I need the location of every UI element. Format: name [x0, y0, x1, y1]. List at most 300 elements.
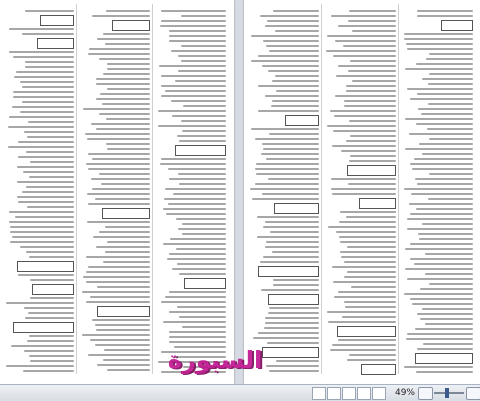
text-line — [263, 40, 319, 42]
text-line — [83, 108, 150, 110]
text-line — [268, 312, 319, 314]
text-line — [266, 45, 319, 47]
text-line — [179, 183, 226, 185]
text-line — [163, 243, 226, 245]
text-line — [101, 183, 150, 185]
text-line — [338, 25, 396, 27]
text-line — [91, 123, 150, 125]
text-line — [103, 33, 150, 35]
text-line — [86, 256, 150, 258]
text-line — [173, 193, 226, 195]
text-line — [415, 328, 473, 330]
text-line — [179, 273, 226, 275]
text-line — [176, 248, 226, 250]
text-line — [96, 329, 150, 331]
text-line — [429, 138, 473, 140]
text-line — [96, 98, 150, 100]
text-line — [88, 266, 150, 268]
text-line — [335, 40, 396, 42]
text-line — [418, 233, 473, 235]
text-line — [251, 35, 319, 37]
text-line — [252, 198, 319, 200]
text-line — [339, 221, 396, 223]
text-line — [161, 95, 226, 97]
text-line — [272, 100, 319, 102]
text-line — [251, 60, 319, 62]
text-line — [23, 370, 74, 372]
text-line — [182, 233, 226, 235]
section-heading-box — [274, 203, 319, 214]
text-line — [262, 193, 319, 195]
text-line — [262, 143, 319, 145]
text-line — [272, 251, 319, 253]
text-line — [336, 75, 396, 77]
text-line — [417, 10, 473, 12]
text-line — [165, 188, 226, 190]
text-line — [169, 311, 226, 313]
text-line — [344, 261, 396, 263]
text-line — [331, 15, 396, 17]
text-line — [89, 48, 150, 50]
text-line — [100, 93, 150, 95]
zoom-out-icon[interactable] — [418, 387, 433, 400]
text-line — [86, 163, 150, 165]
text-line — [342, 316, 396, 318]
section-heading-box — [40, 15, 74, 26]
text-line — [24, 350, 74, 352]
text-line — [25, 10, 74, 12]
text-column — [80, 4, 153, 374]
text-line — [341, 256, 396, 258]
section-heading-box — [13, 322, 74, 333]
text-line — [414, 263, 473, 265]
text-line — [250, 188, 319, 190]
text-line — [270, 231, 319, 233]
text-line — [106, 10, 150, 12]
text-line — [422, 78, 473, 80]
text-line — [272, 80, 319, 82]
text-line — [429, 173, 473, 175]
text-line — [169, 331, 226, 333]
text-line — [351, 286, 396, 288]
text-line — [257, 236, 319, 238]
text-line — [175, 80, 226, 82]
text-line — [263, 226, 319, 228]
text-line — [421, 113, 473, 115]
text-line — [265, 95, 319, 97]
text-line — [92, 158, 150, 160]
text-line — [18, 141, 74, 143]
text-line — [348, 183, 396, 185]
text-line — [331, 178, 396, 180]
text-line — [419, 143, 473, 145]
text-line — [10, 231, 74, 233]
text-line — [429, 73, 473, 75]
zoom-slider-thumb[interactable] — [445, 388, 449, 398]
text-line — [181, 45, 226, 47]
text-column — [156, 4, 228, 374]
text-line — [9, 28, 74, 30]
text-line — [338, 65, 396, 67]
text-line — [410, 298, 473, 300]
text-line — [415, 178, 473, 180]
text-line — [427, 128, 473, 130]
text-line — [251, 128, 319, 130]
text-line — [172, 268, 226, 270]
text-line — [27, 340, 74, 342]
text-line — [25, 317, 74, 319]
text-line — [335, 95, 396, 97]
text-line — [96, 83, 150, 85]
text-line — [168, 168, 226, 170]
text-line — [350, 135, 396, 137]
text-line — [182, 223, 226, 225]
text-line — [90, 296, 150, 298]
text-line — [97, 286, 150, 288]
text-column — [4, 4, 77, 374]
text-line — [24, 307, 74, 309]
text-line — [103, 73, 150, 75]
text-line — [340, 241, 396, 243]
text-line — [407, 218, 473, 220]
text-line — [92, 319, 150, 321]
text-line — [86, 301, 150, 303]
text-line — [410, 98, 473, 100]
text-line — [345, 306, 396, 308]
section-heading-box — [268, 294, 319, 305]
text-line — [349, 120, 396, 122]
text-line — [93, 236, 150, 238]
text-line — [10, 241, 74, 243]
text-line — [339, 236, 396, 238]
text-line — [12, 106, 74, 108]
text-line — [346, 90, 396, 92]
text-line — [410, 258, 473, 260]
text-line — [260, 15, 319, 17]
text-line — [99, 113, 150, 115]
text-line — [181, 60, 226, 62]
outline-icon[interactable] — [357, 387, 371, 400]
text-line — [344, 301, 396, 303]
web-layout-icon[interactable] — [342, 387, 356, 400]
zoom-in-icon[interactable] — [466, 387, 480, 400]
text-line — [261, 289, 319, 291]
status-bar — [0, 384, 480, 401]
section-heading-box — [102, 208, 150, 219]
text-line — [82, 291, 150, 293]
text-line — [267, 20, 319, 22]
text-line — [405, 118, 473, 120]
text-line — [268, 178, 319, 180]
text-line — [347, 359, 396, 361]
text-line — [26, 151, 74, 153]
text-line — [92, 188, 150, 190]
text-line — [338, 291, 396, 293]
text-line — [107, 148, 150, 150]
text-line — [83, 276, 150, 278]
text-line — [102, 103, 150, 105]
text-line — [419, 238, 473, 240]
text-line — [106, 143, 150, 145]
text-line — [96, 246, 150, 248]
text-line — [165, 90, 226, 92]
text-line — [420, 318, 473, 320]
text-line — [266, 241, 319, 243]
text-line — [404, 293, 473, 295]
text-line — [429, 53, 473, 55]
text-line — [99, 58, 150, 60]
text-line — [265, 25, 319, 27]
text-line — [405, 268, 473, 270]
full-screen-icon[interactable] — [327, 387, 341, 400]
text-line — [15, 216, 74, 218]
text-line — [405, 68, 473, 70]
text-line — [255, 138, 319, 140]
text-line — [410, 213, 473, 215]
text-line — [332, 193, 396, 195]
text-line — [163, 208, 226, 210]
text-line — [169, 253, 226, 255]
text-line — [265, 246, 319, 248]
text-line — [27, 136, 74, 138]
text-line — [161, 85, 226, 87]
text-line — [425, 323, 473, 325]
text-line — [258, 55, 319, 57]
text-line — [24, 131, 74, 133]
text-line — [30, 279, 74, 281]
text-line — [407, 278, 473, 280]
text-line — [29, 256, 74, 258]
text-line — [349, 10, 396, 12]
text-line — [428, 198, 473, 200]
text-line — [105, 43, 150, 45]
text-line — [105, 251, 150, 253]
text-line — [407, 88, 473, 90]
section-heading-box — [97, 306, 150, 317]
text-line — [90, 339, 150, 341]
section-heading-box — [285, 115, 319, 126]
text-line — [107, 88, 150, 90]
text-line — [273, 10, 319, 12]
text-line — [168, 203, 226, 205]
text-line — [25, 66, 74, 68]
section-heading-box — [184, 278, 226, 289]
text-line — [8, 126, 74, 128]
text-column — [325, 4, 399, 374]
draft-icon[interactable] — [372, 387, 386, 400]
text-line — [417, 348, 473, 350]
text-line — [92, 15, 150, 17]
text-line — [418, 108, 473, 110]
text-line — [181, 120, 226, 122]
text-line — [330, 349, 396, 351]
text-line — [273, 279, 319, 281]
text-line — [6, 302, 74, 304]
section-heading-box — [258, 266, 319, 277]
text-line — [25, 61, 74, 63]
text-line — [161, 20, 226, 22]
text-line — [30, 360, 74, 362]
text-line — [416, 63, 473, 65]
text-line — [103, 261, 150, 263]
text-line — [178, 228, 226, 230]
text-line — [183, 105, 226, 107]
zoom-level[interactable]: 49% — [394, 388, 415, 398]
print-layout-icon[interactable] — [312, 387, 326, 400]
text-line — [161, 10, 226, 12]
document-page-left — [0, 0, 234, 384]
text-line — [348, 70, 396, 72]
text-line — [96, 128, 150, 130]
text-line — [409, 203, 473, 205]
text-line — [263, 148, 319, 150]
text-line — [87, 138, 150, 140]
section-heading-box — [32, 284, 74, 295]
text-line — [161, 75, 226, 77]
text-line — [426, 58, 473, 60]
text-line — [88, 53, 150, 55]
text-line — [340, 211, 396, 213]
text-line — [406, 338, 473, 340]
document-page-right — [244, 0, 480, 384]
text-line — [420, 288, 473, 290]
text-line — [169, 30, 226, 32]
text-line — [417, 93, 473, 95]
text-line — [29, 176, 74, 178]
text-line — [269, 307, 319, 309]
text-line — [346, 140, 396, 142]
text-line — [260, 261, 319, 263]
text-line — [412, 168, 473, 170]
text-line — [169, 35, 226, 37]
text-line — [177, 306, 226, 308]
text-line — [165, 296, 226, 298]
text-line — [344, 105, 396, 107]
text-line — [347, 246, 396, 248]
text-line — [169, 178, 226, 180]
text-line — [422, 308, 473, 310]
text-line — [106, 118, 150, 120]
text-line — [255, 168, 319, 170]
text-line — [177, 135, 226, 137]
text-line — [86, 271, 150, 273]
text-line — [159, 65, 226, 67]
text-line — [176, 218, 226, 220]
zoom-slider[interactable] — [434, 392, 464, 394]
text-line — [416, 208, 473, 210]
text-line — [262, 65, 319, 67]
text-line — [10, 226, 74, 228]
text-column — [248, 4, 322, 374]
text-line — [429, 283, 473, 285]
text-line — [16, 71, 74, 73]
text-line — [428, 103, 473, 105]
text-line — [26, 251, 74, 253]
text-line — [264, 327, 319, 329]
text-line — [9, 221, 74, 223]
text-line — [341, 150, 396, 152]
text-line — [170, 238, 226, 240]
text-line — [166, 213, 226, 215]
section-heading-box — [175, 145, 226, 156]
text-line — [352, 30, 396, 32]
text-line — [275, 30, 319, 32]
text-line — [256, 163, 319, 165]
text-line — [428, 83, 473, 85]
text-line — [87, 193, 150, 195]
text-line — [338, 339, 396, 341]
text-line — [258, 332, 319, 334]
text-line — [26, 186, 74, 188]
text-line — [178, 55, 226, 57]
text-line — [414, 158, 473, 160]
section-heading-box — [359, 198, 396, 209]
text-line — [9, 116, 74, 118]
text-line — [263, 256, 319, 258]
watermark-logo: السبورة — [167, 346, 263, 374]
text-line — [182, 130, 226, 132]
text-line — [349, 160, 396, 162]
text-line — [253, 337, 319, 339]
text-line — [12, 236, 74, 238]
text-line — [417, 313, 473, 315]
text-line — [411, 193, 473, 195]
text-line — [95, 324, 150, 326]
text-line — [410, 243, 473, 245]
text-line — [422, 153, 473, 155]
text-line — [13, 96, 74, 98]
text-line — [346, 85, 396, 87]
section-heading-box — [441, 20, 473, 31]
section-heading-box — [337, 326, 396, 337]
text-line — [404, 38, 473, 40]
text-line — [20, 246, 74, 248]
text-line — [348, 20, 396, 22]
text-line — [276, 90, 319, 92]
text-line — [169, 40, 226, 42]
text-line — [107, 241, 150, 243]
text-line — [273, 284, 319, 286]
text-line — [265, 317, 319, 319]
text-line — [405, 148, 473, 150]
text-line — [169, 336, 226, 338]
text-line — [258, 85, 319, 87]
text-line — [332, 344, 396, 346]
text-line — [326, 50, 396, 52]
text-line — [18, 201, 74, 203]
text-line — [28, 121, 74, 123]
text-line — [88, 203, 150, 205]
text-line — [407, 228, 473, 230]
text-line — [416, 371, 473, 373]
text-line — [327, 125, 396, 127]
text-line — [407, 48, 473, 50]
text-line — [91, 178, 150, 180]
text-line — [29, 355, 74, 357]
text-line — [160, 163, 226, 165]
text-line — [269, 50, 319, 52]
text-line — [344, 100, 396, 102]
text-line — [417, 183, 473, 185]
text-line — [105, 226, 150, 228]
text-column — [402, 4, 475, 374]
text-line — [13, 91, 74, 93]
text-line — [99, 173, 150, 175]
text-line — [405, 248, 473, 250]
text-line — [258, 110, 319, 112]
text-line — [8, 146, 74, 148]
text-line — [328, 226, 396, 228]
